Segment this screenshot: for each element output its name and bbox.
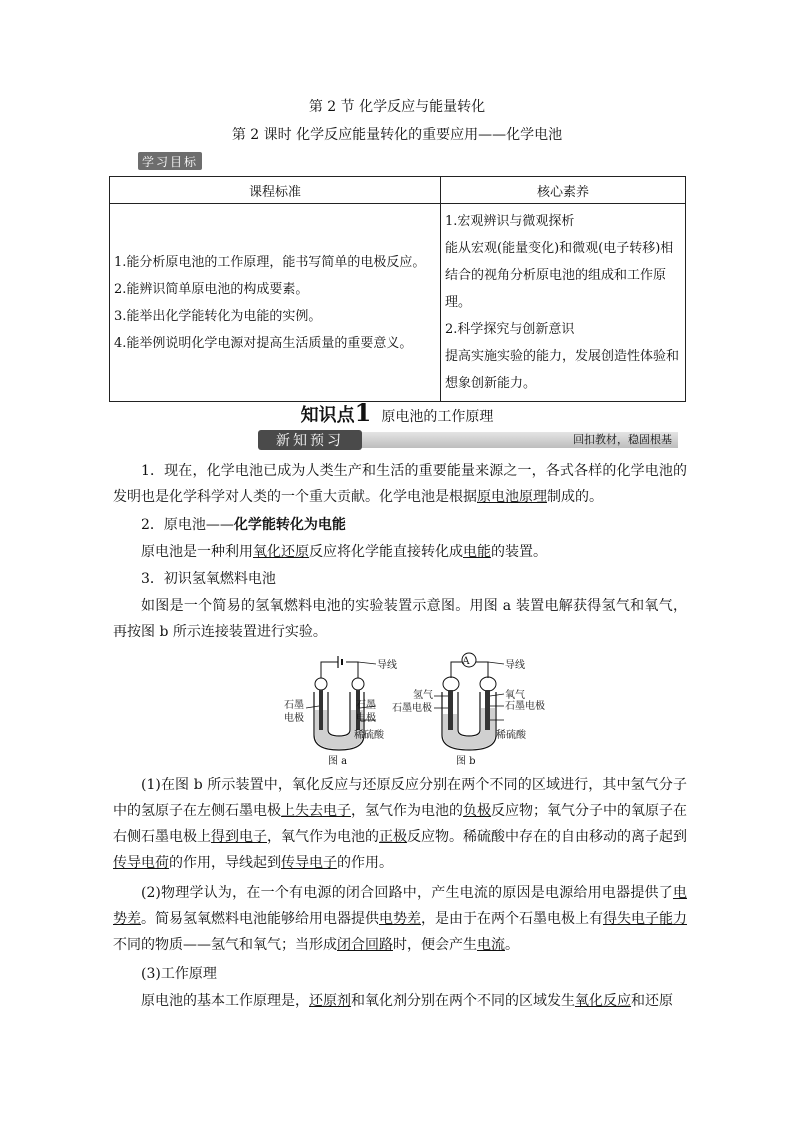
text: 的作用，导线起到	[169, 855, 281, 871]
text: 的装置。	[491, 544, 547, 560]
literacy-line: 提高实施实验的能力，发展创造性体验和想象创新能力。	[445, 349, 680, 391]
fig-b-acid-label: 稀硫酸	[496, 730, 526, 741]
paragraph-1	[113, 458, 687, 510]
underlined-answer: 电流	[477, 937, 505, 953]
fuel-cell-figure	[276, 650, 556, 770]
text: 1．现在，化学电池已成为人类生产和生活的重要能量来源之一，各式各样的化学电池的发明也是化学科学对人类的一个重大贡献。化学电池是根据	[113, 463, 687, 505]
banner-label: 新知预习	[258, 430, 362, 450]
text: ，是由于在两个石墨电极上有	[421, 911, 603, 927]
fig-a-right-label-1: 石墨	[356, 700, 376, 711]
paragraph-2	[113, 512, 687, 538]
standard-line: 2.能辨识简单原电池的构成要素。	[114, 281, 309, 297]
col2-header: 核心素养	[441, 177, 686, 204]
underlined-answer: 电势差	[379, 911, 421, 927]
literacy-line: 能从宏观(能量变化)和微观(电子转移)相结合的视角分析原电池的组成和工作原理。	[445, 241, 674, 310]
lesson-subtitle: 第 2 课时 化学反应能量转化的重要应用——化学电池	[231, 127, 563, 143]
text: 和氧化剂分别在两个不同的区域发生	[351, 993, 575, 1009]
fig-a-wire-label: 导线	[377, 660, 397, 671]
figure-b	[434, 653, 504, 750]
text: 的作用。	[337, 855, 393, 871]
goals-table	[109, 176, 686, 402]
knowledge-title: 原电池的工作原理	[381, 409, 494, 425]
underlined-answer: 氧化反应	[575, 993, 631, 1009]
text: 和还原	[631, 993, 673, 1009]
text: ，氢气作为电池的	[351, 803, 463, 819]
underlined-answer: 负极	[463, 803, 491, 819]
banner-tag: 回扣教材，稳固根基	[573, 433, 672, 446]
paragraph-8: (3)工作原理	[141, 966, 217, 982]
fig-a-left-label-2: 电极	[284, 713, 304, 724]
text: 。简易氢氧燃料电池能够给用电器提供	[141, 911, 379, 927]
literacy-line: 1.宏观辨识与微观探析	[445, 214, 575, 229]
text: ，氧气作为电池的	[267, 829, 379, 845]
fig-b-o2-label: 氧气	[505, 690, 525, 701]
paragraph-4: 3．初识氢氧燃料电池	[141, 571, 276, 587]
paragraph-6	[113, 772, 687, 876]
text: 制成的。	[547, 489, 603, 505]
fig-b-wire-label: 导线	[505, 660, 525, 671]
paragraph-3	[113, 539, 687, 565]
fig-b-right-label: 石墨电极	[505, 701, 545, 712]
underlined-answer: 上失去电子	[281, 803, 351, 819]
section-title: 第 2 节 化学反应与能量转化	[308, 99, 486, 115]
learning-goals-badge: 学习目标	[138, 152, 202, 170]
fig-b-left-label: 石墨电极	[392, 703, 432, 714]
paragraph-5: 如图是一个简易的氢氧燃料电池的实验装置示意图。用图 a 装置电解获得氢气和氧气，再按图 b 所示连接装置进行实验。	[113, 598, 687, 640]
standard-line: 3.能举出化学能转化为电能的实例。	[114, 308, 322, 324]
standard-line: 4.能举例说明化学电源对提高生活质量的重要意义。	[114, 335, 413, 351]
standard-line: 1.能分析原电池的工作原理，能书写简单的电极反应。	[114, 254, 426, 270]
text: 2．原电池——	[141, 517, 234, 533]
underlined-answer: 原电池原理	[477, 489, 547, 505]
curriculum-standards-cell	[110, 204, 441, 402]
fig-a-left-label-1: 石墨	[284, 700, 304, 711]
col1-header: 课程标准	[110, 177, 441, 204]
underlined-answer: 电势差	[113, 885, 687, 927]
underlined-answer: 还原剂	[309, 993, 351, 1009]
knowledge-number: 1	[354, 398, 372, 427]
underlined-answer: 传导电荷	[113, 855, 169, 871]
knowledge-point-heading	[0, 398, 794, 427]
fig-b-h2-label: 氢气	[413, 690, 433, 701]
underlined-answer: 得失电子能力	[603, 911, 687, 927]
text: 反应物；氧气分子中的氧原子在右侧石墨电极上	[113, 803, 687, 845]
text: (2)物理学认为，在一个有电源的闭合回路中，产生电流的原因是电源给用电器提供了	[141, 885, 673, 901]
fig-b-meter-label: A	[462, 656, 470, 667]
literacy-line: 2.科学探究与创新意识	[445, 322, 575, 337]
fig-a-acid-label: 稀硫酸	[354, 730, 384, 741]
fig-b-caption: 图 b	[456, 756, 476, 767]
preview-banner	[258, 430, 678, 450]
text: 反应物。稀硫酸中存在的自由移动的离子起到	[407, 829, 687, 845]
knowledge-label: 知识点	[300, 405, 355, 426]
core-literacy-cell	[441, 204, 686, 402]
text: 原电池是一种利用	[141, 544, 253, 560]
underlined-answer: 正极	[379, 829, 407, 845]
text: 原电池的基本工作原理是，	[141, 993, 309, 1009]
text: (1)在图 b 所示装置中，氧化反应与还原反应分别在两个不同的区域进行，其中氢气分子中的氢原子在左侧石墨电极	[113, 777, 687, 819]
text: 反应将化学能直接转化成	[309, 544, 463, 560]
text: 不同的物质——氢气和氧气；当形成	[113, 937, 337, 953]
underlined-answer: 电能	[463, 544, 491, 560]
underlined-answer: 氧化还原	[253, 544, 309, 560]
text: 。	[505, 937, 519, 953]
paragraph-9	[113, 988, 687, 1014]
text: 时，便会产生	[393, 937, 477, 953]
underlined-answer: 传导电子	[281, 855, 337, 871]
underlined-answer: 得到电子	[211, 829, 267, 845]
paragraph-7	[113, 880, 687, 958]
fig-a-right-label-2: 电极	[356, 713, 376, 724]
fig-a-caption: 图 a	[328, 756, 348, 767]
bold-text: 化学能转化为电能	[233, 517, 346, 533]
underlined-answer: 闭合回路	[337, 937, 393, 953]
